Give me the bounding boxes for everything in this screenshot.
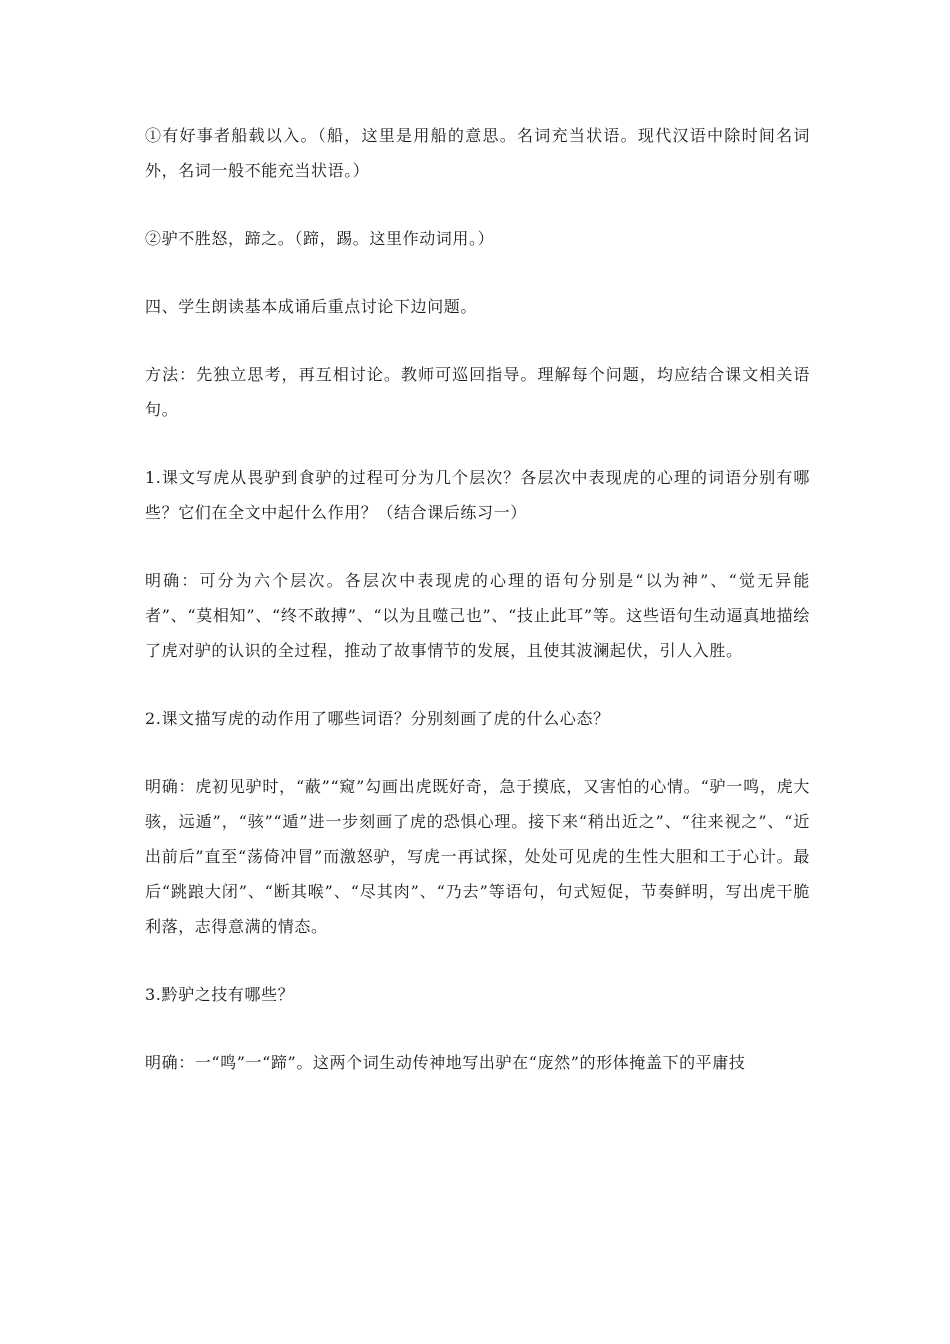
question-1: 1.课文写虎从畏驴到食驴的过程可分为几个层次？各层次中表现虎的心理的词语分别有哪些？它们在全文中起什么作用？（结合课后练习一） xyxy=(145,468,810,522)
section-heading-4: 四、学生朗读基本成诵后重点讨论下边问题。 xyxy=(145,297,478,316)
paragraph-example-2: ②驴不胜怒，蹄之。（蹄，踢。这里作动词用。） xyxy=(145,229,495,248)
answer-1: 明确：可分为六个层次。各层次中表现虎的心理的语句分别是“以为神”、“觉无异能者”、“莫相知”、“终不敢搏”、“以为且噬己也”、“技止此耳”等。这些语句生动逼真地描绘了虎对驴的认识的全过程，推动了故事情节的发展，且使其波澜起伏，引人入胜。 xyxy=(145,571,810,660)
question-2: 2.课文描写虎的动作用了哪些词语？分别刻画了虎的什么心态？ xyxy=(145,709,610,728)
paragraph-method: 方法：先独立思考，再互相讨论。教师可巡回指导。理解每个问题，均应结合课文相关语句。 xyxy=(145,365,810,419)
answer-2: 明确：虎初见驴时，“蔽”“窥”勾画出虎既好奇，急于摸底，又害怕的心情。“驴一鸣，虎大骇，远遁”，“骇”“遁”进一步刻画了虎的恐惧心理。接下来“稍出近之”、“往来视之”、“近出前后”直至“荡倚冲冒”而激怒驴，写虎一再试探，处处可见虎的生性大胆和工于心计。最后“跳踉大闭”、“断其喉”、“尽其肉”、“乃去”等语句，句式短促，节奏鲜明，写出虎干脆利落，志得意满的情态。 xyxy=(145,777,810,936)
answer-3: 明确：一“鸣”一“蹄”。这两个词生动传神地写出驴在“庞然”的形体掩盖下的平庸技 xyxy=(145,1053,746,1072)
question-3: 3.黔驴之技有哪些？ xyxy=(145,985,295,1004)
document-page xyxy=(145,118,810,1113)
paragraph-example-1: ①有好事者船载以入。（船，这里是用船的意思。名词充当状语。现代汉语中除时间名词外，名词一般不能充当状语。） xyxy=(145,126,810,180)
